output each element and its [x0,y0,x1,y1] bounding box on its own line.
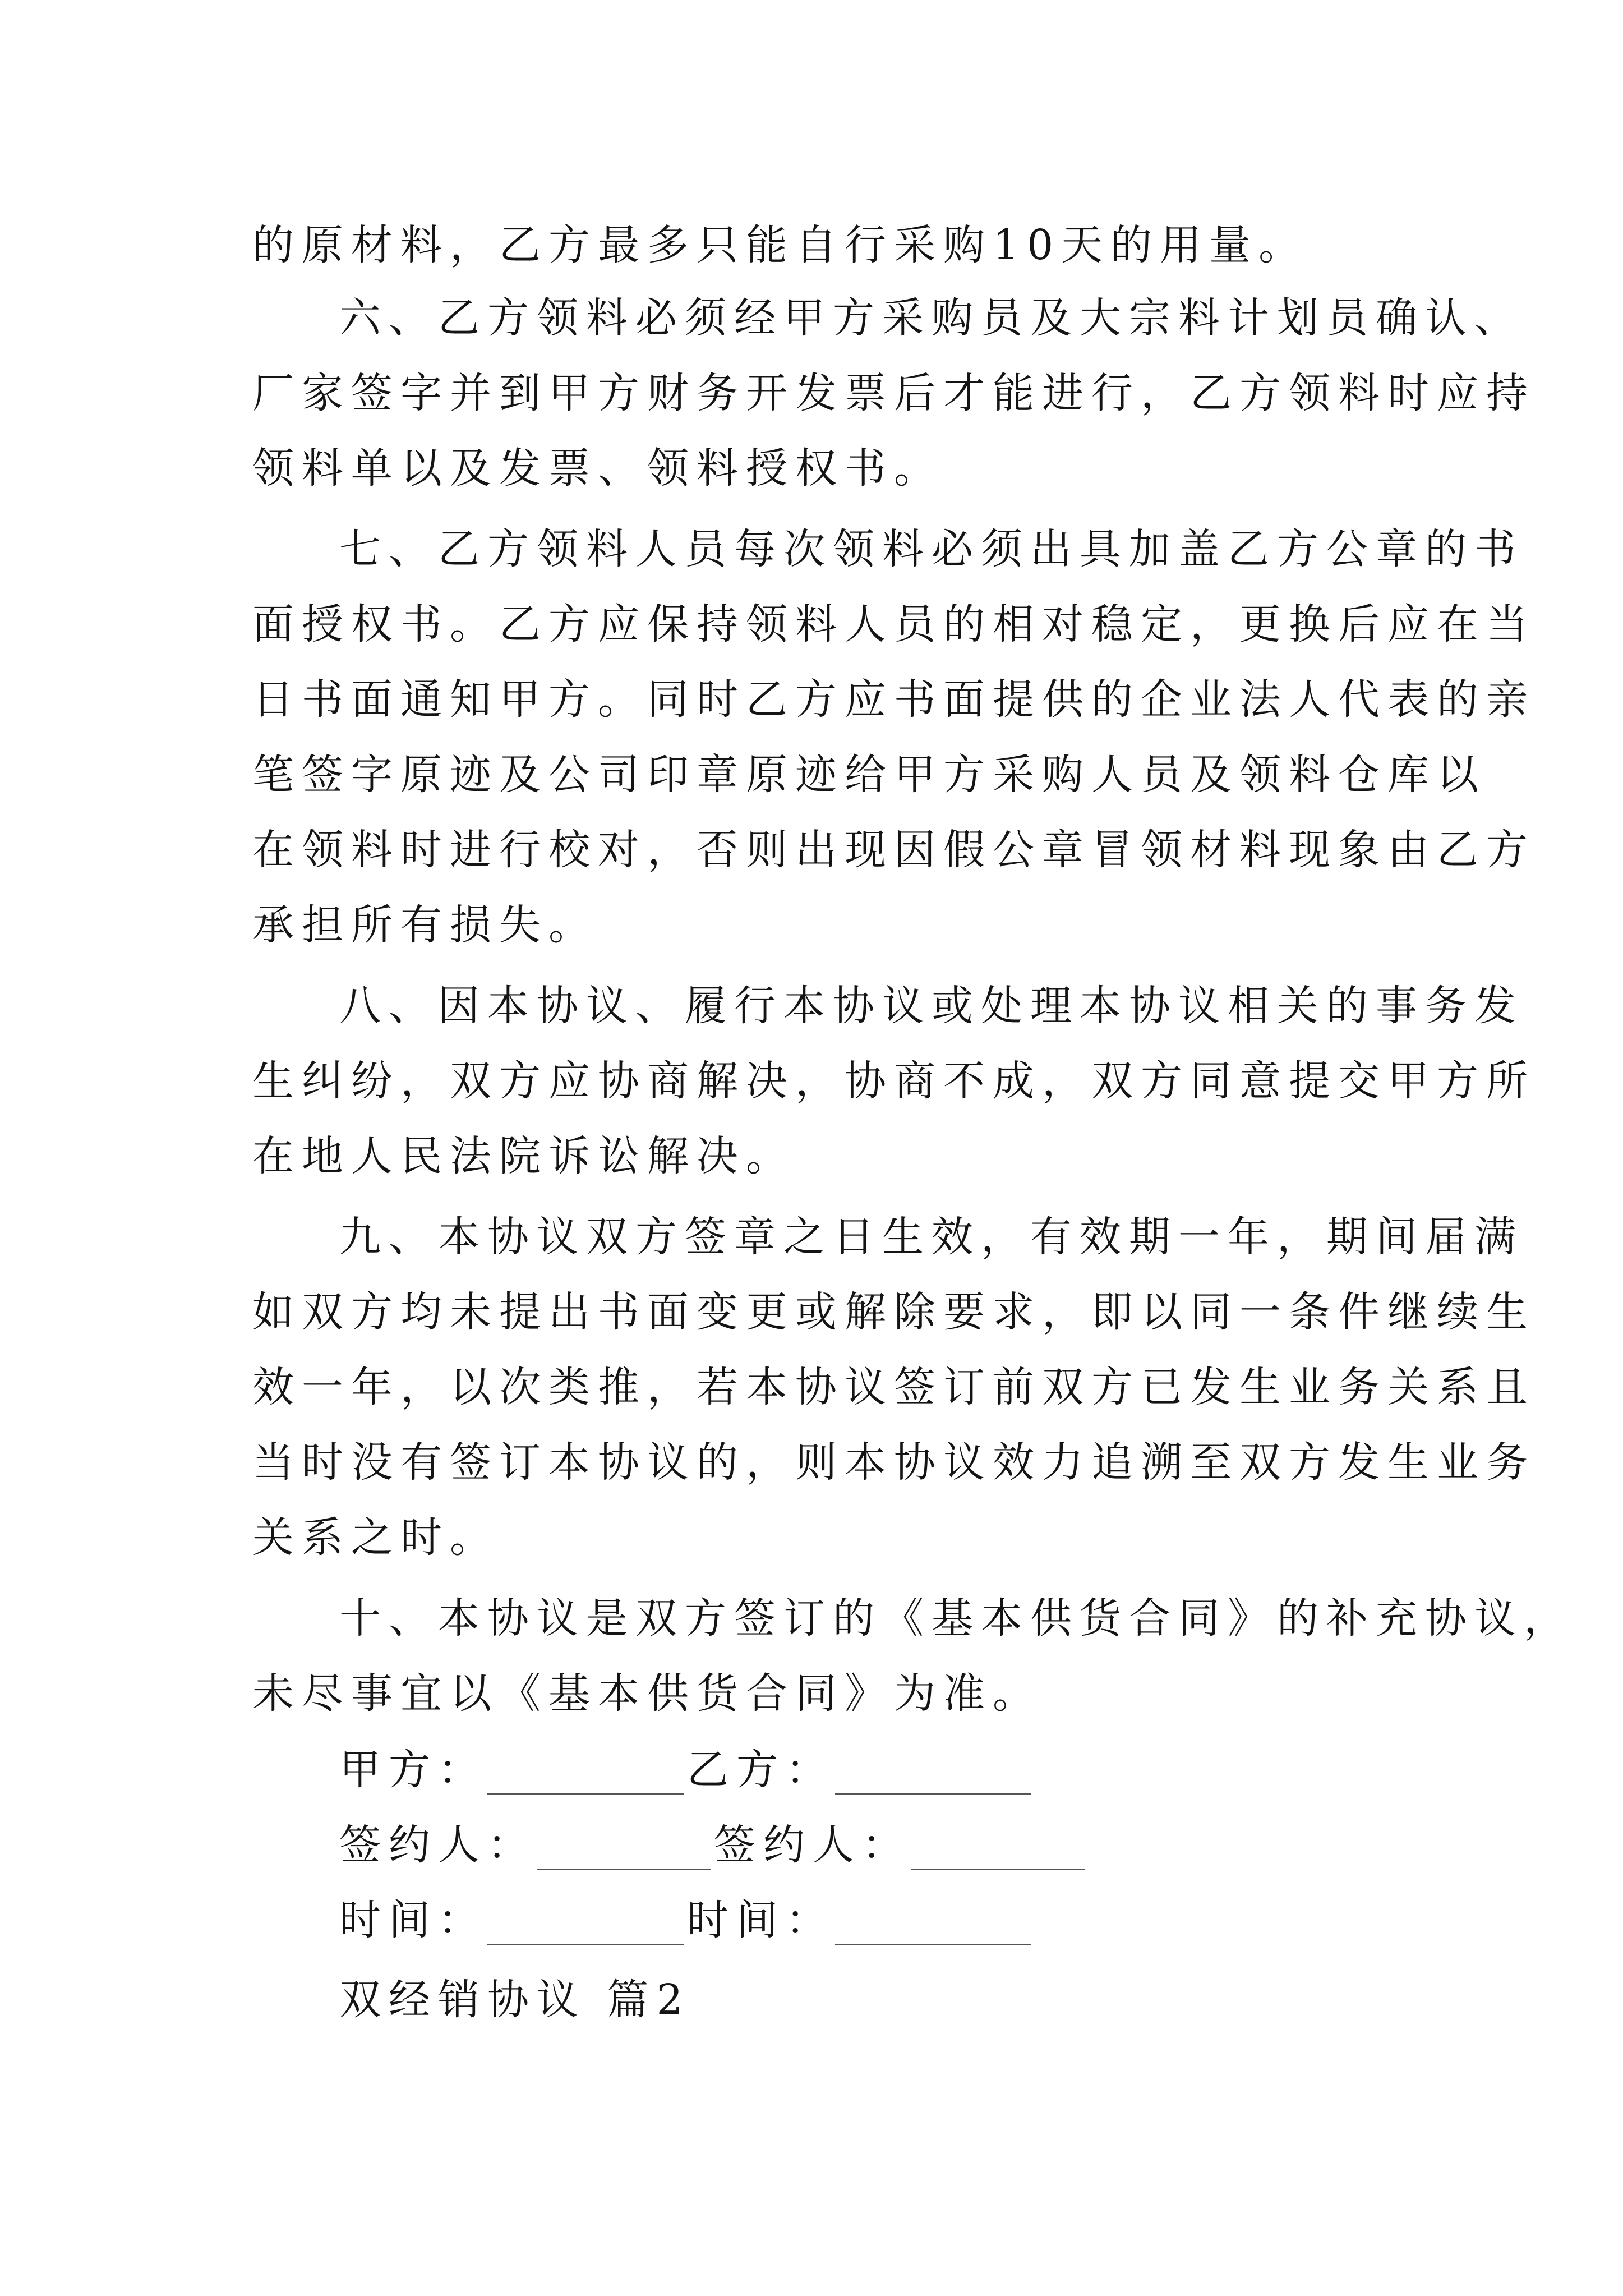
paragraph-line: 当时没有签订本协议的，则本协议效力追溯至双方发生业务 [252,1438,1536,1487]
date-b-blank[interactable] [835,1899,1031,1945]
next-section-title: 双经销协议 篇2 [339,1976,691,2024]
paragraph-line: 笔签字原迹及公司印章原迹给甲方采购人员及领料仓库以 [252,751,1486,799]
paragraph-line: 六、乙方领料必须经甲方采购员及大宗料计划员确认、 [339,294,1524,342]
paragraph-line: 九、本协议双方签章之日生效，有效期一年，期间届满 [339,1213,1524,1261]
paragraph-line: 领料单以及发票、领料授权书。 [252,444,943,493]
paragraph-line: 如双方均未提出书面变更或解除要求，即以同一条件继续生 [252,1288,1536,1336]
paragraph-line: 效一年，以次类推，若本协议签订前双方已发生业务关系且 [252,1363,1536,1411]
paragraph-line: 日书面通知甲方。同时乙方应书面提供的企业法人代表的亲 [252,675,1536,724]
paragraph-line: 未尽事宜以《基本供货合同》为准。 [252,1669,1042,1718]
paragraph-line: 关系之时。 [252,1513,499,1562]
party-b-label: 乙方： [687,1746,835,1794]
date-a-blank[interactable] [487,1899,684,1945]
party-a-blank[interactable] [487,1749,684,1795]
paragraph-line: 七、乙方领料人员每次领料必须出具加盖乙方公章的书 [339,525,1524,573]
paragraph-line: 厂家签字并到甲方财务开发票后才能进行，乙方领料时应持 [252,369,1536,417]
signer-a-label: 签约人： [339,1821,537,1869]
paragraph-line: 生纠纷，双方应协商解决，协商不成，双方同意提交甲方所 [252,1057,1536,1105]
paragraph-line: 面授权书。乙方应保持领料人员的相对稳定，更换后应在当 [252,600,1536,648]
paragraph-line: 在地人民法院诉讼解决。 [252,1132,795,1180]
signer-b-blank[interactable] [911,1824,1085,1870]
signer-b-label: 签约人： [714,1821,911,1869]
signature-row-signers [339,1820,1089,1870]
paragraph-line: 的原材料，乙方最多只能自行采购10天的用量。 [252,221,1308,269]
paragraph-line: 八、因本协议、履行本协议或处理本协议相关的事务发 [339,982,1524,1030]
paragraph-line: 承担所有损失。 [252,901,598,949]
paragraph-line: 在领料时进行校对，否则出现因假公章冒领材料现象由乙方 [252,826,1536,874]
date-b-label: 时间： [687,1896,835,1944]
signer-a-blank[interactable] [537,1824,711,1870]
date-a-label: 时间： [339,1896,487,1944]
party-b-blank[interactable] [835,1749,1031,1795]
paragraph-line: 十、本协议是双方签订的《基本供货合同》的补充协议， [339,1594,1573,1642]
signature-row-parties [339,1745,1035,1795]
signature-row-dates [339,1895,1035,1945]
party-a-label: 甲方： [339,1746,487,1794]
